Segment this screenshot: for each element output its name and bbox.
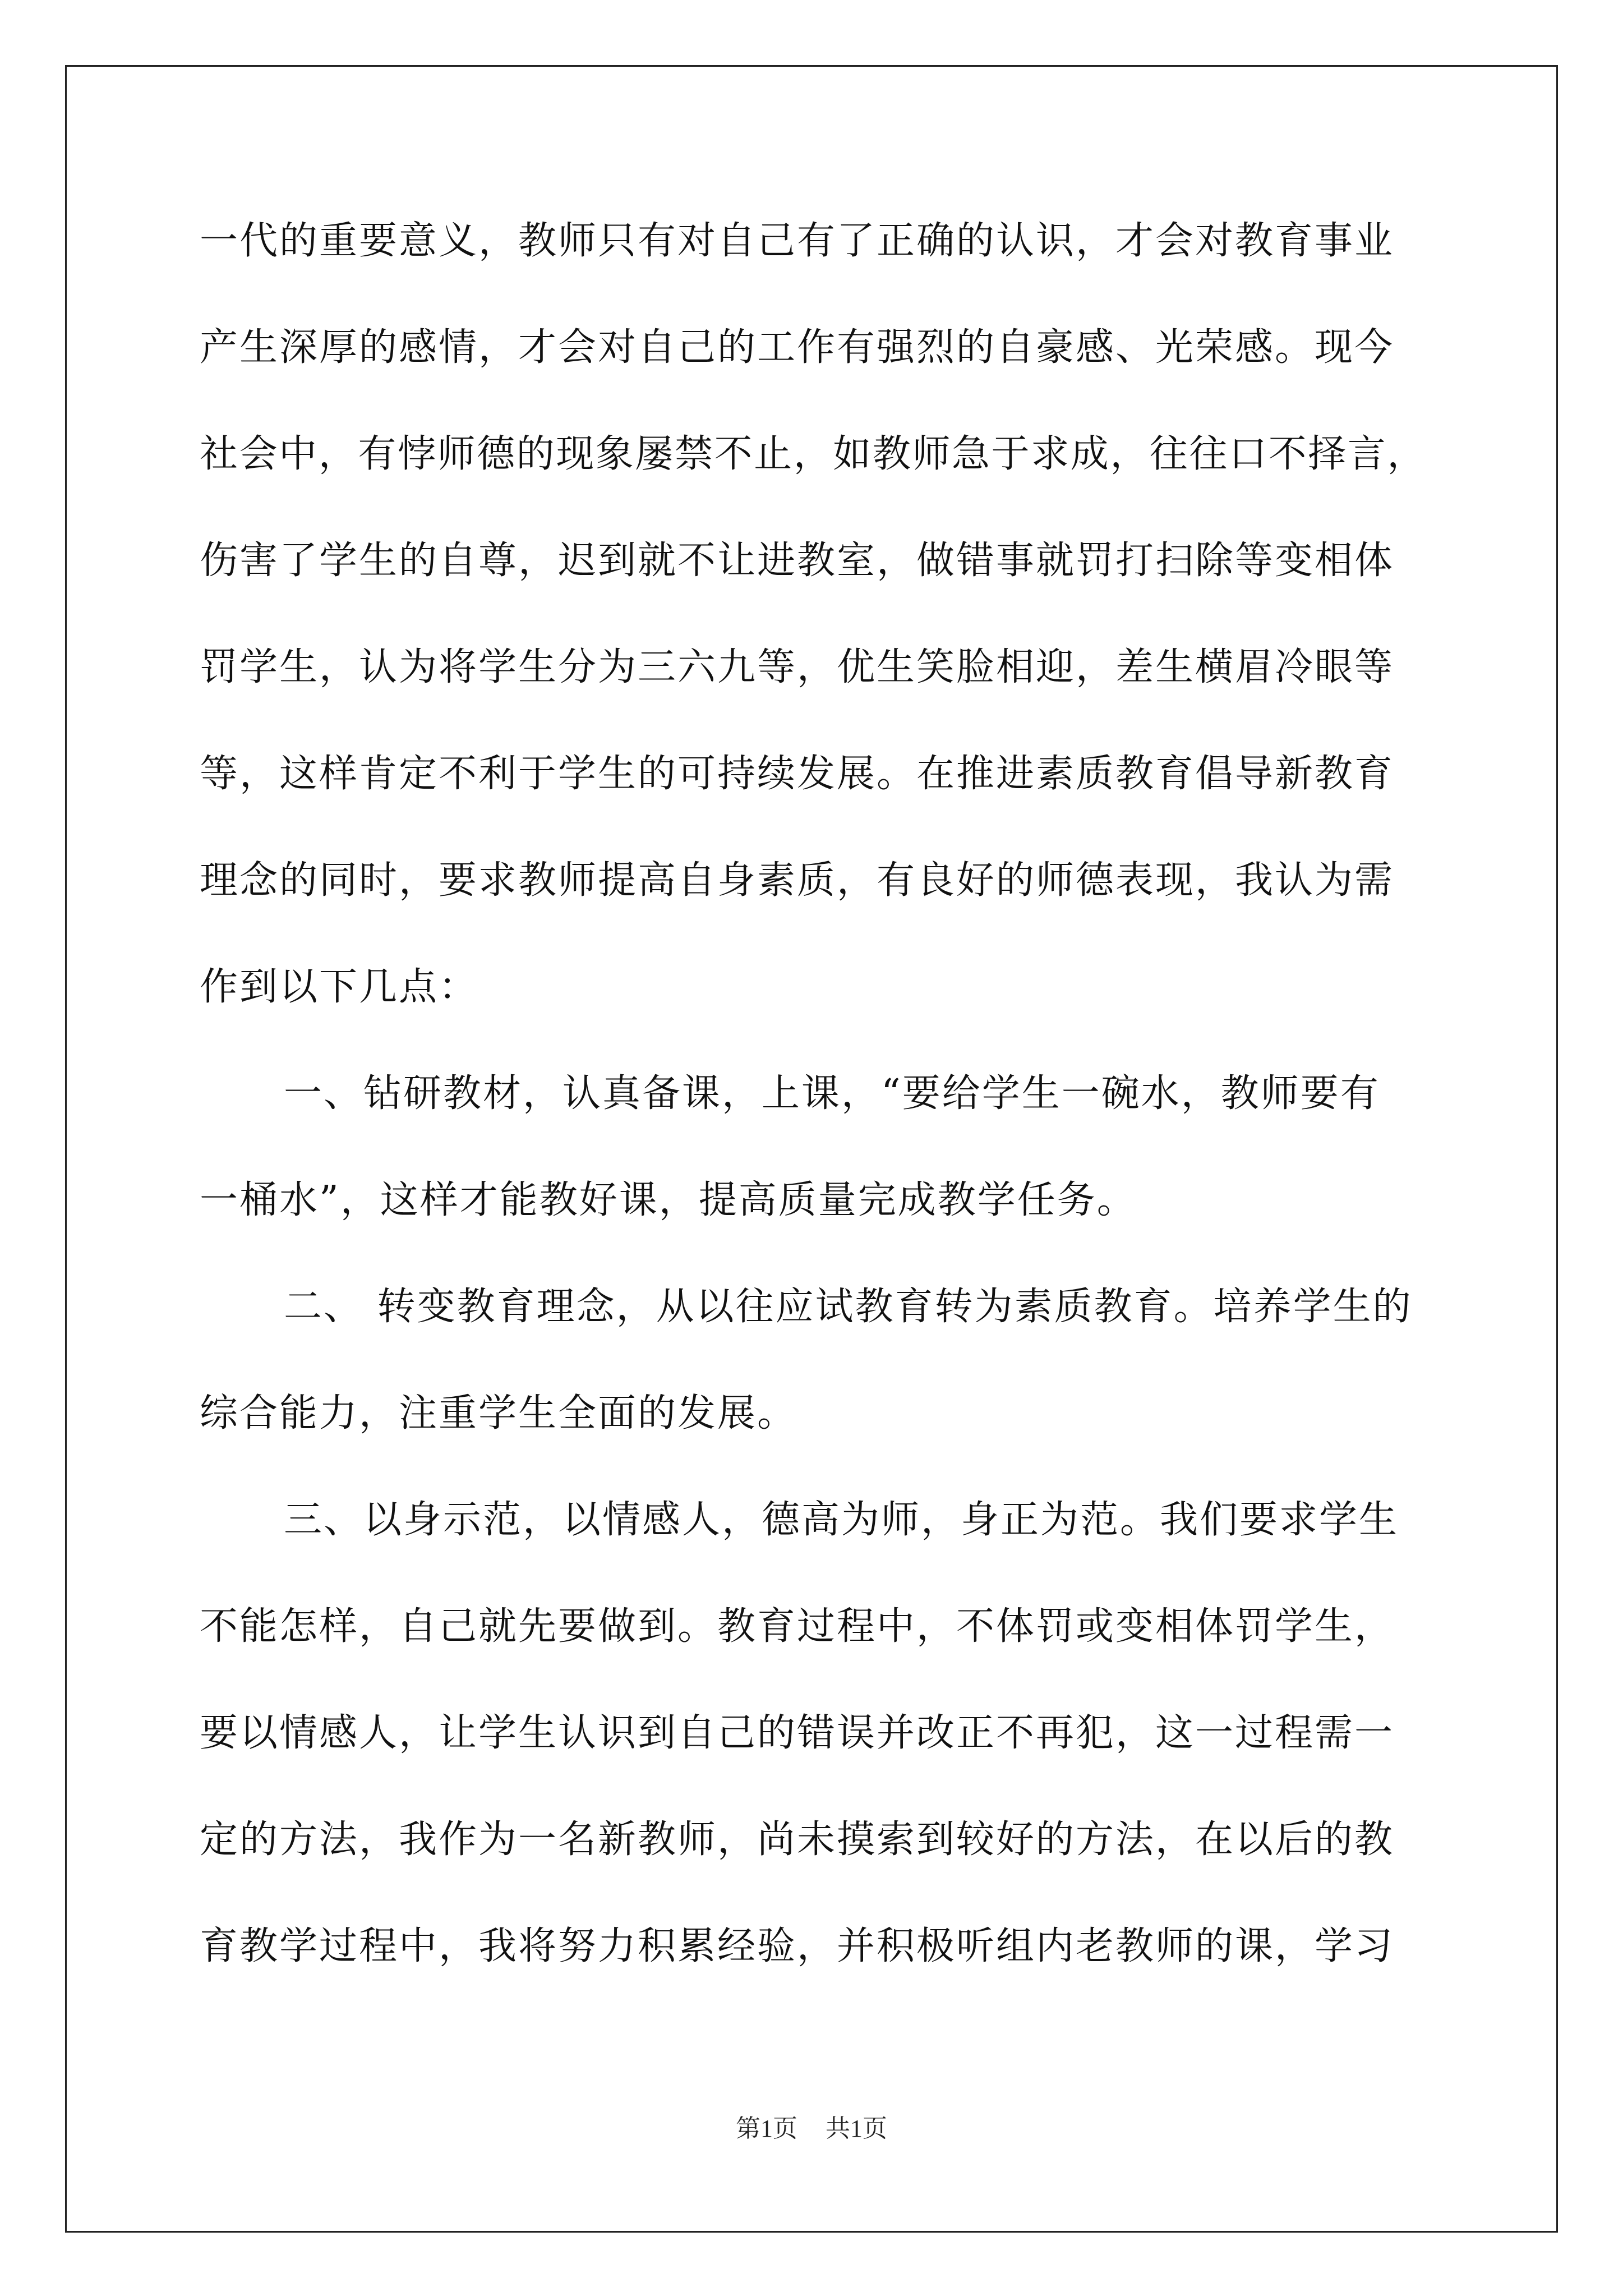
text-line: 伤害了学生的自尊，迟到就不让进教室，做错事就罚打扫除等变相体 — [200, 539, 1395, 583]
text-line: 定的方法，我作为一名新教师，尚未摸索到较好的方法，在以后的教 — [200, 1818, 1395, 1862]
text-line: 产生深厚的感情，才会对自己的工作有强烈的自豪感、光荣感。现今 — [200, 325, 1395, 370]
text-line: 一代的重要意义，教师只有对自己有了正确的认识，才会对教育事业 — [200, 219, 1395, 263]
text-line: 等，这样肯定不利于学生的可持续发展。在推进素质教育倡导新教育 — [200, 752, 1395, 796]
text-line: 二、 转变教育理念，从以往应试教育转为素质教育。培养学生的 — [284, 1285, 1413, 1329]
text-line: 理念的同时，要求教师提高自身素质，有良好的师德表现，我认为需 — [200, 858, 1395, 903]
text-line: 一桶水”，这样才能教好课，提高质量完成教学任务。 — [200, 1178, 1137, 1222]
text-line: 综合能力，注重学生全面的发展。 — [200, 1391, 797, 1435]
page-footer — [0, 2112, 1623, 2146]
text-line: 作到以下几点： — [200, 965, 479, 1009]
text-line: 罚学生，认为将学生分为三六九等，优生笑脸相迎，差生横眉冷眼等 — [200, 645, 1395, 689]
text-line: 要以情感人，让学生认识到自己的错误并改正不再犯，这一过程需一 — [200, 1711, 1395, 1755]
text-line: 不能怎样，自己就先要做到。教育过程中，不体罚或变相体罚学生， — [200, 1604, 1395, 1649]
page-number-total: 共1页 — [826, 2115, 887, 2142]
text-line: 一、钻研教材，认真备课，上课，“要给学生一碗水，教师要有 — [284, 1071, 1380, 1116]
text-line: 三、以身示范，以情感人，德高为师，身正为范。我们要求学生 — [284, 1498, 1399, 1542]
text-line: 社会中，有悖师德的现象屡禁不止，如教师急于求成，往往口不择言， — [200, 432, 1427, 476]
page-number-current: 第1页 — [736, 2115, 797, 2142]
page-border — [65, 65, 1558, 2233]
text-line: 育教学过程中，我将努力积累经验，并积极听组内老教师的课，学习 — [200, 1924, 1395, 1968]
